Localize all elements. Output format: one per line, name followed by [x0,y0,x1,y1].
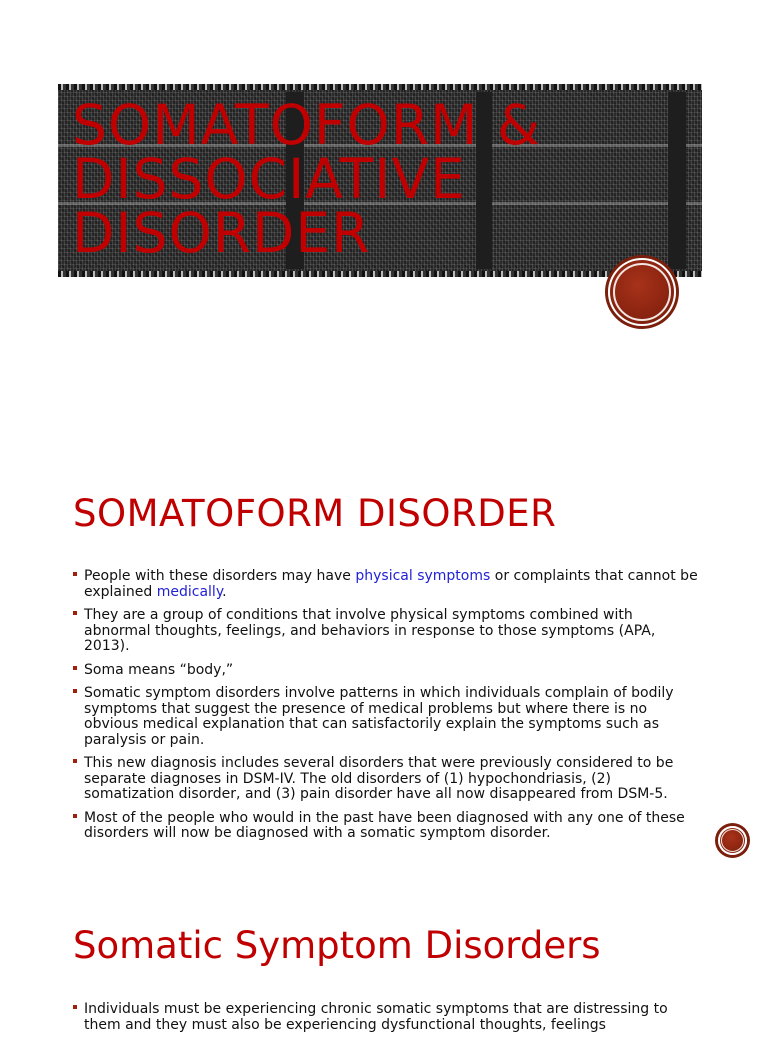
list-item [72,663,702,679]
bullet-text: Soma means “body,” [84,661,234,678]
bullet-text: Somatic symptom disorders involve patterns in which individuals complain of bodily symptoms that suggest the presence of medical problems but where there is no obvious medical explanation that can satisfactorily explain the symptoms such as paralysis or pain. [84,685,674,748]
bullet-text: Individuals must be experiencing chronic somatic symptoms that are distressing to them and they must also be experiencing dysfunctional thoughts, feelings [84,1001,668,1033]
banner-top-edge [58,84,702,90]
circle-ring [613,263,671,321]
link-medically[interactable]: medically [156,583,223,600]
list-item [72,569,702,600]
bullet-list-somatic-symptom [72,1002,702,1041]
bullet-icon [73,814,77,818]
bullet-text: People with these disorders may have [84,568,356,584]
bullet-list-somatoform [72,569,702,850]
bullet-text: They are a group of conditions that involve physical symptoms combined with abnormal thoughts, feelings, and behaviors in response to those symptoms (APA, 2013). [84,607,656,654]
list-item [72,756,702,803]
bullet-icon [73,666,77,670]
list-item [72,686,702,748]
bullet-icon [73,1005,77,1009]
bullet-text: Most of the people who would in the past have been diagnosed with any one of these disorders will now be diagnosed with a somatic symptom disorder. [84,809,685,841]
decorative-circle-icon [718,826,747,855]
circle-ring [721,829,744,852]
bullet-icon [73,759,77,763]
list-item [72,1002,702,1033]
link-physical-symptoms[interactable]: physical symptoms [355,568,491,584]
bullet-text: . [222,583,227,600]
section-heading-somatic-symptom: Somatic Symptom Disorders [73,924,601,967]
list-item [72,608,702,655]
bullet-text: or complaints that cannot be explained [84,568,698,600]
banner-bottom-edge [58,271,702,277]
decorative-circle-icon [608,258,676,326]
banner-texture-bar [668,92,686,269]
bullet-text: This new diagnosis includes several disorders that were previously considered to be separate diagnoses in DSM-IV. The old disorders of (1) hypochondriasis, (2) somatization disorder, and (3) pain disorder have all now disappeared from DSM-5. [84,755,674,802]
bullet-icon [73,689,77,693]
bullet-icon [73,611,77,615]
slide-title: SOMATOFORM & DISSOCIATIVE DISORDER [72,93,541,265]
list-item [72,811,702,842]
section-heading-somatoform: SOMATOFORM DISORDER [73,492,557,535]
bullet-icon [73,572,77,576]
